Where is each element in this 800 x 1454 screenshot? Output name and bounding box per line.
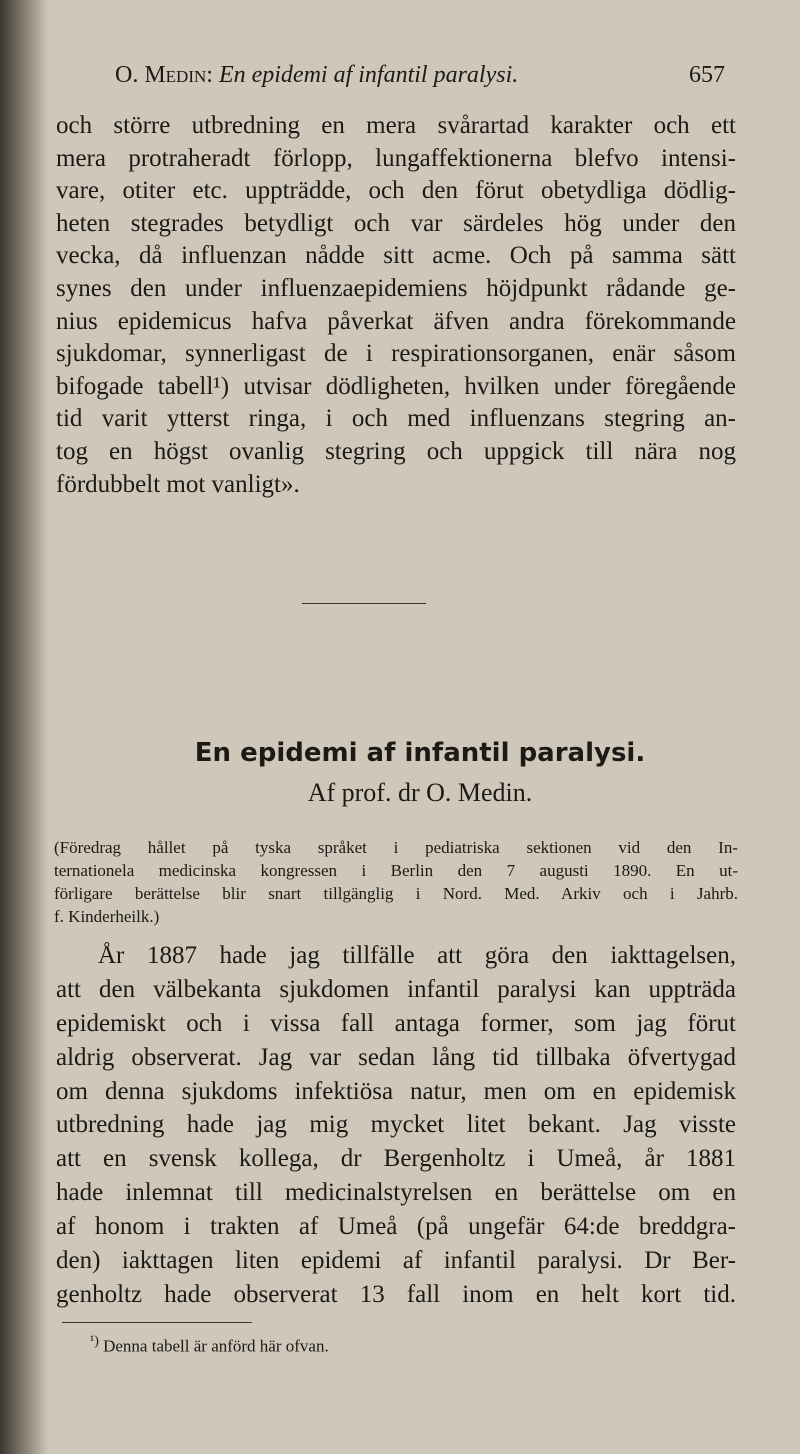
text-line: och större utbredning en mera svårartad karakter och ett [56,112,736,139]
note-line: ternationela medicinska kongressen i Berlin den 7 augusti 1890. En ut- [54,861,738,880]
text-line: af honom i trakten af Umeå (på ungefär 64:de breddgra- [56,1213,736,1241]
article-heading: En epidemi af infantil paralysi. [194,738,646,768]
text-line: mera protraheradt förlopp, lungaffektionerna blefvo intensi- [56,144,736,172]
book-page [40,0,800,1454]
text-line: bifogade tabell¹) utvisar dödligheten, hvilken under föregående [56,372,736,400]
note-line: (Föredrag hållet på tyska språket i pediatriska sektionen vid den In- [54,838,738,857]
article-byline: Af prof. dr O. Medin. [307,778,533,807]
footnote-divider [62,1322,252,1323]
text-line: epidemiskt och i vissa fall antaga former, som jag förut [56,1009,736,1037]
text-line: den) iakttagen liten epidemi af infantil paralysi. Dr Ber- [56,1247,736,1275]
text-line: hade inlemnat till medicinalstyrelsen en berättelse om en [56,1179,736,1207]
text-line: År 1887 hade jag tillfälle att göra den iakttagelsen, [98,942,736,969]
text-line: om denna sjukdoms infektiösa natur, men om en epidemisk [56,1077,736,1105]
text-line: sjukdomar, synnerligast de i respirationsorganen, enär såsom [56,340,736,368]
header-title: En epidemi af infantil paralysi. [218,62,519,88]
note-line: f. Kinderheilk.) [54,907,160,926]
text-line: aldrig observerat. Jag var sedan lång tid tillbaka öfvertygad [56,1043,736,1071]
footnote [90,1334,329,1357]
text-line: fördubbelt mot vanligt». [56,470,300,498]
text-line: synes den under influenzaepidemiens höjdpunkt rådande ge- [56,274,736,302]
text-line: vecka, då influenzan nådde sitt acme. Och på samma sätt [56,242,736,270]
text-line: vare, otiter etc. uppträdde, och den förut obetydliga dödlig- [56,177,736,205]
lecture-note [54,838,738,930]
footnote-marker: ¹) [90,1334,99,1349]
running-header [115,62,725,89]
text-line: att den välbekanta sjukdomen infantil paralysi kan uppträda [56,975,736,1003]
note-line: förligare berättelse blir snart tillgänglig i Nord. Med. Arkiv och i Jahrb. [54,884,738,903]
page-number: 657 [689,62,725,88]
text-line: genholtz hade observerat 13 fall inom en helt kort tid. [56,1280,736,1308]
text-line: tid varit ytterst ringa, i och med influenzans stegring an- [56,405,736,433]
text-line: att en svensk kollega, dr Bergenholtz i Umeå, år 1881 [56,1145,736,1173]
article-paragraph [56,942,736,1315]
footnote-text: Denna tabell är anförd här ofvan. [103,1336,329,1356]
text-line: utbredning hade jag mig mycket litet bekant. Jag visste [56,1111,736,1139]
text-line: tog en högst ovanlig stegring och uppgick till nära nog [56,437,736,465]
section-divider [302,603,426,604]
text-line: nius epidemicus hafva påverkat äfven andra förekommande [56,307,736,335]
header-author: O. Medin [115,62,207,88]
text-line: heten stegrades betydligt och var särdeles hög under den [56,209,736,237]
header-separator: : [206,62,213,88]
paragraph-continued [56,112,736,503]
